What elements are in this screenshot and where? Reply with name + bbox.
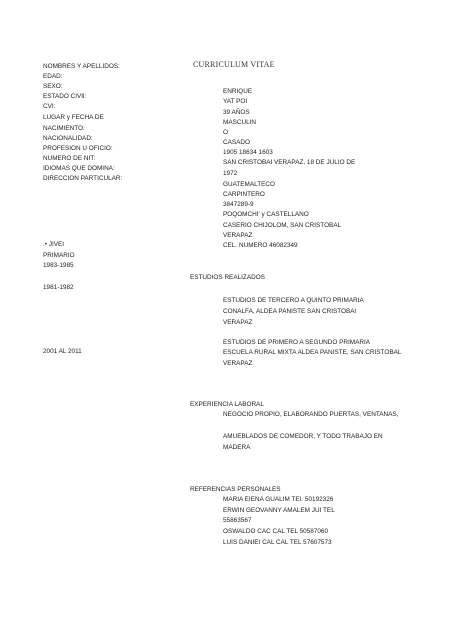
value-nacionalidad: GUATEMALTECO bbox=[223, 181, 275, 188]
label-nacionalidad: NACIONALIDAD: bbox=[43, 135, 93, 142]
estudios-line: VERAPAZ bbox=[223, 319, 253, 326]
left-note: .• JIVEI bbox=[43, 241, 65, 248]
value-profesion: CARPINTERO bbox=[223, 191, 265, 198]
estudios-line: ESCUELA RURAL MIXTA ALDEA PANISTE, SAN CRISTOBAL bbox=[223, 349, 402, 356]
experiencia-line: AMUEBLADOS DE COMEDOR, Y TODO TRABAJO EN bbox=[223, 433, 383, 440]
value-edad: 39 AÑOS bbox=[223, 109, 250, 116]
value-nit: 3847289-9 bbox=[223, 201, 254, 208]
value-anio: 1972 bbox=[223, 170, 238, 177]
referencia-line: LUIS DANIEI CAL CAL TEL 57607573 bbox=[223, 539, 332, 546]
value-apellido: YAT POI bbox=[223, 98, 248, 105]
document-title: CURRICULUM VITAE bbox=[193, 60, 275, 69]
value-direccion: CASERIO CHIJOLOM, SAN CRISTOBAL bbox=[223, 222, 342, 229]
left-years-1: 1983-1985 bbox=[43, 262, 74, 269]
left-level: PRIMARIO bbox=[43, 252, 75, 259]
estudios-heading: ESTUDIOS REALIZADOS bbox=[190, 274, 265, 281]
experiencia-line: NEGOCIO PROPIO, ELABORANDO PUERTAS, VENTANAS, bbox=[223, 411, 399, 418]
value-nombre: ENRIQUE bbox=[223, 88, 253, 95]
referencias-heading: REFERENCIAS PERSONALES bbox=[190, 486, 281, 493]
label-idiomas: IDIOMAS QUE DOMINA: bbox=[43, 165, 115, 172]
value-cvi: 1905 18634 1603 bbox=[223, 149, 273, 156]
value-idiomas: POQOMCHI' y CASTELLANO bbox=[223, 211, 309, 218]
estudios-line: ESTUDIOS DE PRIMERO A SEGUNDO PRIMARIA bbox=[223, 339, 371, 346]
label-edad: EDAD: bbox=[43, 73, 63, 80]
label-nacimiento: NACIMIENTO: bbox=[43, 125, 85, 132]
value-direccion-cont: VERAPAZ bbox=[223, 232, 253, 239]
estudios-line: CONALFA, ALDEA PANISTE SAN CRISTOBAl bbox=[223, 308, 356, 315]
value-celular: CEL. NUMERO 46082349 bbox=[223, 242, 298, 249]
value-estado-civil: CASADO bbox=[223, 139, 250, 146]
estudios-line: ESTUDIOS DE TERCERO A QUINTO PRIMARIA bbox=[223, 297, 364, 304]
label-nombres: NOMBRES Y APELLIDOS: bbox=[43, 63, 120, 70]
label-lugar-fecha: LUGAR y FECHA DE bbox=[43, 114, 104, 121]
referencia-line: MARIA EIENA GUALIM TEI. 50192326 bbox=[223, 496, 334, 503]
left-years-2: 1981-1982 bbox=[43, 284, 74, 291]
value-sexo-cont: O bbox=[223, 129, 228, 136]
label-profesion: PROFESION U OFICIO: bbox=[43, 145, 113, 152]
value-sexo: MASCULIN bbox=[223, 119, 257, 126]
experiencia-line: MADERA bbox=[223, 444, 251, 451]
referencia-line: 55863567 bbox=[223, 517, 252, 524]
left-years-3: 2001 AL 2011 bbox=[43, 348, 82, 355]
value-lugar-fecha: SAN CRISTOBAI VERAPAZ, 18 DE JULIO DE bbox=[223, 159, 356, 166]
label-cvi: CVI: bbox=[43, 103, 56, 110]
estudios-line: VERAPAZ bbox=[223, 360, 253, 367]
label-estado-civil: ESTADO CIVIl: bbox=[43, 93, 87, 100]
experiencia-heading: EXPERIENCIA LABORAL bbox=[190, 401, 264, 408]
referencia-line: ERWIN GEOVANNY AMALEM JUI TEL bbox=[223, 507, 335, 514]
referencia-line: OSWALDO CAC CAL TEL 50587060 bbox=[223, 528, 329, 535]
label-sexo: SEXO: bbox=[43, 83, 63, 90]
label-direccion: DIRECCION PARTICULAR: bbox=[43, 175, 123, 182]
label-nit: NUMERO DE NIT: bbox=[43, 155, 96, 162]
